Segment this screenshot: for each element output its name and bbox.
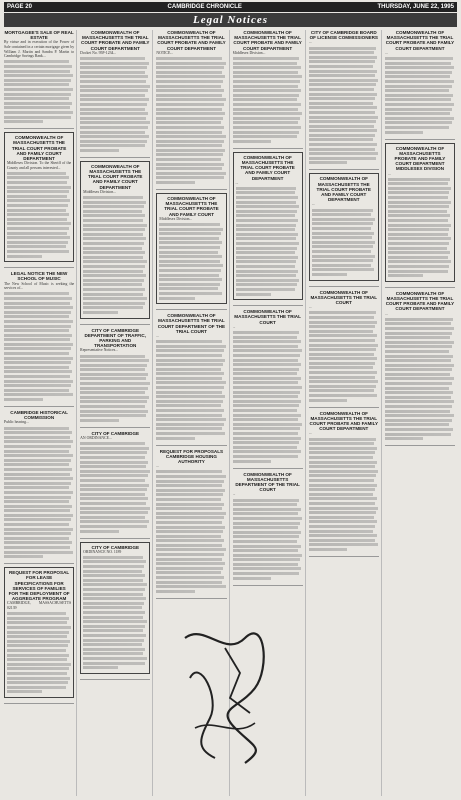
divider — [156, 189, 226, 190]
publication-name: CAMBRIDGE CHRONICLE — [167, 4, 242, 10]
section-title: Legal Notices — [4, 13, 457, 27]
notice-title: CITY OF CAMBRIDGE — [91, 544, 140, 550]
notice-text-lines — [156, 57, 226, 184]
notice-body: ... — [232, 492, 236, 497]
notice-text-lines — [80, 57, 150, 152]
divider — [309, 556, 379, 557]
divider — [385, 287, 455, 288]
divider — [80, 679, 150, 680]
column-3 — [156, 30, 229, 796]
divider — [233, 148, 303, 149]
notice-body: Middlesex Division... — [159, 216, 193, 221]
notice-title: COMMONWEALTH OF MASSACHUSETTS THE TRIAL COURT PROBATE AND FAMILY COURT DEPARTMENT — [385, 290, 455, 312]
notice-body: ... — [235, 180, 239, 185]
notice-body: Representative Notices... — [80, 348, 119, 353]
notice-text-lines — [156, 470, 226, 592]
divider — [80, 427, 150, 428]
divider — [385, 139, 455, 140]
notice-columns — [4, 30, 457, 796]
notice-body: The New School of Music is seeking the services of... — [4, 281, 75, 291]
notice-body: Public hearing... — [4, 420, 29, 425]
notice-text-lines — [385, 57, 455, 134]
legal-notice — [80, 542, 150, 674]
notice-text-lines — [233, 331, 303, 463]
notice-title: REQUEST FOR PROPOSALS CAMBRIDGE HOUSING AUTHORITY — [159, 448, 224, 464]
notice-body: ... — [308, 40, 312, 45]
notice-body: By virtue and in execution of the Power of Sale contained in a certain mortgage given by William J. Martin and Sandra P. Martin to Cambridge Savings Bank... — [4, 40, 75, 59]
divider — [309, 407, 379, 408]
notice-text-lines — [80, 442, 150, 532]
legal-notice — [385, 143, 455, 282]
notice-body: ... — [387, 171, 391, 176]
notice-title: CAMBRIDGE HISTORICAL COMMISSION — [10, 410, 68, 421]
legal-notice — [80, 328, 150, 422]
notice-title: COMMONWEALTH OF MASSACHUSETTS THE TRIAL COURT PROBATE AND FAMILY COURT DEPARTMENT — [157, 30, 226, 51]
notice-title: COMMONWEALTH OF MASSACHUSETTS THE TRIAL COURT PROBATE AND FAMILY COURT DEPARTMENT — [316, 176, 371, 203]
divider — [309, 286, 379, 287]
notice-text-lines — [309, 47, 379, 165]
divider — [233, 305, 303, 306]
divider — [4, 703, 74, 704]
notice-title: COMMONWEALTH OF MASSACHUSETTS THE TRIAL COURT — [234, 309, 301, 325]
legal-notice — [385, 30, 455, 134]
issue-date: THURSDAY, JUNE 22, 1995 — [377, 4, 454, 10]
notice-title: CITY OF CAMBRIDGE — [91, 430, 140, 436]
divider — [233, 468, 303, 469]
divider — [309, 169, 379, 170]
notice-text-lines — [156, 340, 226, 439]
legal-notice — [385, 291, 455, 440]
notice-body: ... — [156, 333, 160, 338]
legal-notice — [4, 271, 74, 401]
divider — [385, 445, 455, 446]
notice-body: NOTICE... — [156, 50, 174, 55]
column-5 — [309, 30, 382, 796]
legal-notice — [4, 410, 74, 558]
notice-text-lines — [233, 499, 303, 580]
notice-title: COMMONWEALTH OF MASSACHUSETTS THE TRIAL COURT PROBATE AND FAMILY COURT DEPARTMENT — [233, 30, 302, 51]
notice-title: COMMONWEALTH OF MASSACHUSETTS THE TRIAL COURT PROBATE AND FAMILY COURT DEPARTMENT — [385, 30, 455, 51]
notice-body: ... — [308, 305, 312, 310]
divider — [4, 128, 74, 129]
legal-notice — [233, 309, 303, 462]
notice-text-lines — [83, 196, 147, 314]
notice-title: COMMONWEALTH OF MASSACHUSETTS PROBATE AND FAMILY COURT DEPARTMENT MIDDLESEX DIVISION — [394, 145, 446, 172]
notice-title: COMMONWEALTH OF MASSACHUSETTS THE TRIAL COURT DEPARTMENT OF THE TRIAL COURT — [157, 313, 226, 334]
notice-text-lines — [236, 187, 300, 296]
notice-title: MORTGAGEE'S SALE OF REAL ESTATE — [4, 30, 74, 41]
notice-body: Docket No. 95P-1234... — [80, 50, 117, 55]
legal-notice — [4, 567, 74, 698]
legal-notice — [156, 30, 226, 184]
divider — [80, 324, 150, 325]
legal-notice — [80, 161, 150, 319]
notice-body: CAMBRIDGE, MASSACHUSETTS 02139 — [7, 601, 72, 611]
notice-title: REQUEST FOR PROPOSAL FOR LEASE SPECIFICATIONS FOR SERVICES OF FAMILIES FOR THE DEPLOYMENT OF AGGREGATE PROGRAM — [8, 570, 70, 602]
notice-body: ... — [308, 431, 312, 436]
legal-notice — [156, 313, 226, 439]
notice-text-lines — [388, 178, 452, 277]
notice-body: ... — [384, 311, 388, 316]
notice-text-lines — [309, 311, 379, 401]
notice-title: COMMONWEALTH OF MASSACHUSETTS THE TRIAL COURT PROBATE AND FAMILY COURT — [164, 196, 219, 217]
notice-title: COMMONWEALTH OF MASSACHUSETTS THE TRIAL COURT — [310, 289, 378, 305]
divider — [156, 445, 226, 446]
legal-notice — [80, 30, 150, 152]
legal-notice — [233, 30, 303, 143]
column-2 — [80, 30, 153, 796]
page-header-bar — [4, 2, 457, 12]
legal-notice — [309, 30, 379, 164]
notice-body: Middlesex Division... — [83, 189, 117, 194]
divider — [80, 157, 150, 158]
divider — [4, 267, 74, 268]
divider — [156, 309, 226, 310]
legal-notice — [309, 173, 379, 280]
legal-notice — [156, 193, 226, 304]
column-6 — [385, 30, 457, 796]
divider — [233, 585, 303, 586]
notice-body: Middlesex Division... — [232, 50, 266, 55]
legal-notice — [80, 431, 150, 533]
divider — [4, 563, 74, 564]
notice-title: CITY OF CAMBRIDGE DEPARTMENT OF TRAFFIC, PARKING AND TRANSPORTATION — [84, 327, 146, 349]
column-4 — [233, 30, 306, 796]
notice-text-lines — [4, 427, 74, 559]
notice-body: AN ORDINANCE... — [80, 436, 112, 441]
page-label: PAGE 20 — [7, 4, 32, 10]
divider — [156, 598, 226, 599]
column-1 — [4, 30, 77, 796]
legal-notice — [309, 290, 379, 402]
notice-body: ... — [311, 202, 315, 207]
notice-body: ORDINANCE NO. 1189 — [83, 549, 122, 554]
legal-notice — [233, 152, 303, 300]
notice-title: COMMONWEALTH OF MASSACHUSETTS THE TRIAL COURT PROBATE AND FAMILY COURT DEPARTMENT — [240, 154, 295, 181]
notice-title: CITY OF CAMBRIDGE BOARD OF LICENSE COMMISSIONERS — [309, 30, 378, 41]
notice-title: LEGAL NOTICE THE NEW SCHOOL OF MUSIC — [10, 271, 68, 282]
legal-notice — [4, 30, 74, 123]
legal-notice — [309, 411, 379, 551]
divider — [4, 406, 74, 407]
legal-notice — [156, 449, 226, 593]
notice-body: ... — [232, 324, 236, 329]
legal-notice — [233, 472, 303, 580]
legal-notice — [4, 132, 74, 262]
notice-text-lines — [159, 223, 223, 300]
notice-title: COMMONWEALTH OF MASSACHUSETTS THE TRIAL COURT PROBATE AND FAMILY COURT DEPARTMENT — [81, 30, 150, 51]
notice-body: ... — [156, 464, 160, 469]
notice-text-lines — [312, 209, 376, 276]
notice-text-lines — [4, 60, 74, 123]
notice-body: ... — [384, 50, 388, 55]
notice-text-lines — [4, 292, 74, 401]
notice-text-lines — [233, 57, 303, 143]
notice-text-lines — [7, 172, 71, 258]
notice-text-lines — [83, 556, 147, 669]
notice-title: COMMONWEALTH OF MASSACHUSETTS THE TRIAL COURT PROBATE AND FAMILY COURT DEPARTMENT — [309, 410, 379, 432]
notice-body: Middlesex Division. To the Sheriff of the County and all persons interested... — [7, 161, 72, 170]
notice-text-lines — [309, 438, 379, 551]
divider — [80, 538, 150, 539]
notice-text-lines — [385, 318, 455, 440]
notice-title: COMMONWEALTH OF MASSACHUSETTS THE TRIAL COURT PROBATE AND FAMILY COURT DEPARTMENT — [88, 163, 143, 190]
notice-title: COMMONWEALTH OF MASSACHUSETTS THE TRIAL COURT PROBATE AND FAMILY COURT DEPARTMENT — [11, 135, 67, 161]
notice-text-lines — [80, 355, 150, 422]
notice-text-lines — [7, 612, 71, 693]
notice-title: COMMONWEALTH OF MASSACHUSETTS DEPARTMENT OF THE TRIAL COURT — [235, 471, 300, 493]
